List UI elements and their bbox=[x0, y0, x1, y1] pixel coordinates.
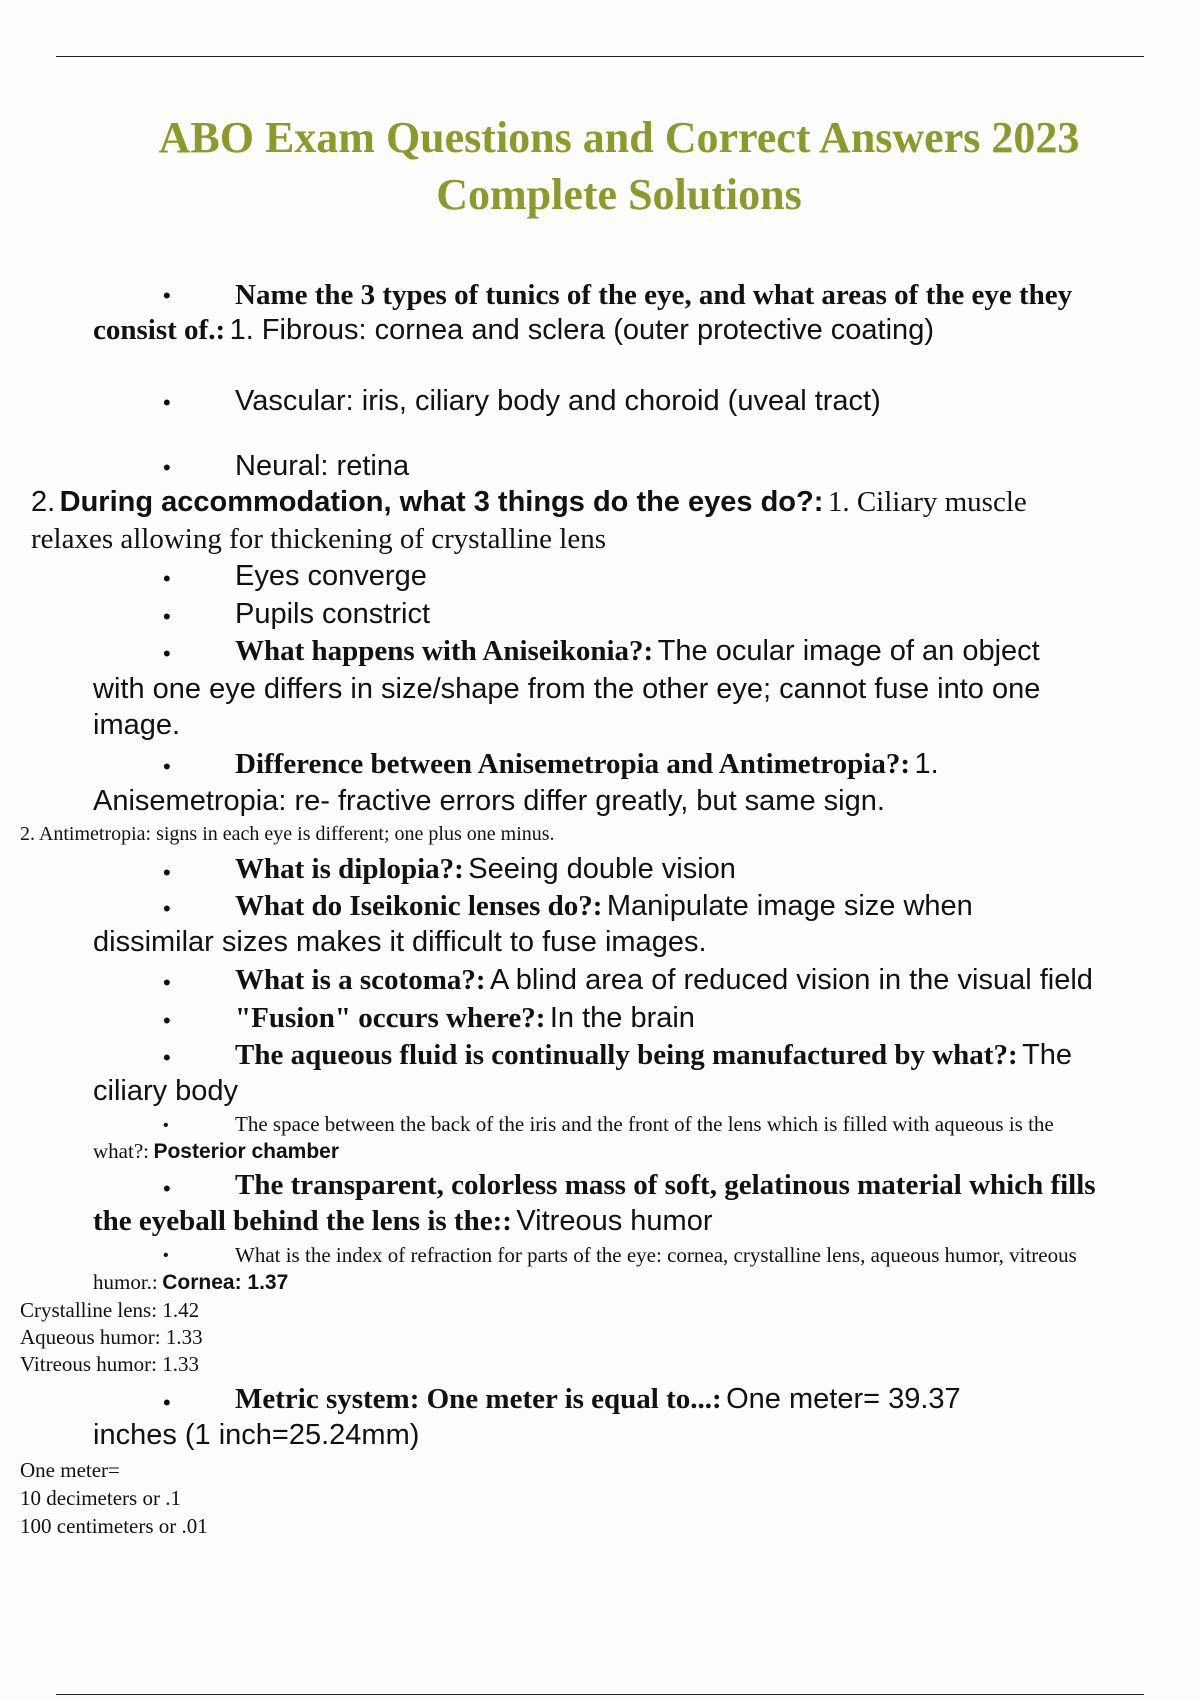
bullet-icon: • bbox=[163, 1008, 171, 1033]
q13-answer-line-5: 100 centimeters or .01 bbox=[20, 1514, 208, 1538]
bottom-rule bbox=[56, 1694, 1144, 1695]
q11-question-line-2: the eyeball behind the lens is the:: Vitreous humor bbox=[93, 1205, 713, 1237]
bullet-icon: • bbox=[163, 1117, 169, 1134]
q10-question-line-1: The space between the back of the iris and the front of the lens which is filled with aqueous is the bbox=[235, 1112, 1054, 1136]
q10-question-line-2: what?: Posterior chamber bbox=[93, 1139, 340, 1163]
q3-answer-line-2: with one eye differs in size/shape from the other eye; cannot fuse into one bbox=[93, 673, 1041, 705]
title-line-2: Complete Solutions bbox=[436, 170, 802, 219]
q12-answer-4: Vitreous humor: 1.33 bbox=[20, 1352, 199, 1376]
q1-answer-2: Vascular: iris, ciliary body and choroid (uveal tract) bbox=[235, 385, 881, 417]
q6-question-line: What do Iseikonic lenses do?: Manipulate image size when bbox=[235, 890, 973, 922]
q5-line: What is diplopia?: Seeing double vision bbox=[235, 853, 736, 885]
bullet-icon: • bbox=[163, 1176, 171, 1201]
q9-answer-line-2: ciliary body bbox=[93, 1075, 239, 1107]
q4-answer-line-2: Anisemetropia: re- fractive errors differ greatly, but same sign. bbox=[93, 785, 885, 817]
q3-question-line: What happens with Aniseikonia?: The ocular image of an object bbox=[235, 635, 1040, 667]
top-rule bbox=[56, 56, 1144, 57]
bullet-icon: • bbox=[163, 970, 171, 995]
bullet-icon: • bbox=[163, 1045, 171, 1070]
q4-answer-line-3: 2. Antimetropia: signs in each eye is different; one plus one minus. bbox=[20, 823, 555, 845]
q2-answer-3: Pupils constrict bbox=[235, 598, 431, 630]
q3-answer-line-3: image. bbox=[93, 709, 181, 741]
q12-question-line-1: What is the index of refraction for parts of the eye: cornea, crystalline lens, aqueous humor, vitreous bbox=[235, 1243, 1077, 1267]
bullet-icon: • bbox=[163, 455, 171, 480]
bullet-icon: • bbox=[163, 860, 171, 885]
q12-answer-3: Aqueous humor: 1.33 bbox=[20, 1325, 203, 1349]
bullet-icon: • bbox=[163, 1247, 169, 1264]
q2-question-line: 2. During accommodation, what 3 things do the eyes do?: 1. Ciliary muscle bbox=[31, 486, 1027, 518]
bullet-icon: • bbox=[163, 604, 171, 629]
q13-answer-line-3: One meter= bbox=[20, 1458, 120, 1482]
q12-question-line-2: humor.: Cornea: 1.37 bbox=[93, 1270, 289, 1294]
q4-question-line: Difference between Anisemetropia and Antimetropia?: 1. bbox=[235, 748, 939, 780]
q13-answer-line-4: 10 decimeters or .1 bbox=[20, 1486, 181, 1510]
q13-answer-line-2: inches (1 inch=25.24mm) bbox=[93, 1419, 420, 1451]
bullet-icon: • bbox=[163, 283, 171, 308]
q9-question-line: The aqueous fluid is continually being manufactured by what?: The bbox=[235, 1039, 1073, 1071]
q7-line: What is a scotoma?: A blind area of reduced vision in the visual field bbox=[235, 964, 1093, 996]
q6-answer-line-2: dissimilar sizes makes it difficult to fuse images. bbox=[93, 926, 707, 958]
bullet-icon: • bbox=[163, 1390, 171, 1415]
q1-question-line-1: Name the 3 types of tunics of the eye, and what areas of the eye they bbox=[235, 279, 1073, 311]
q8-line: "Fusion" occurs where?: In the brain bbox=[235, 1002, 695, 1034]
document-title bbox=[0, 109, 1200, 223]
title-line-1: ABO Exam Questions and Correct Answers 2023 bbox=[158, 113, 1080, 162]
bullet-icon: • bbox=[163, 896, 171, 921]
q12-answer-2: Crystalline lens: 1.42 bbox=[20, 1298, 200, 1322]
q13-question-line: Metric system: One meter is equal to...: One meter= 39.37 bbox=[235, 1383, 961, 1415]
q2-answer-2: Eyes converge bbox=[235, 560, 427, 592]
bullet-icon: • bbox=[163, 566, 171, 591]
q1-question-line-2: consist of.: 1. Fibrous: cornea and sclera (outer protective coating) bbox=[93, 314, 934, 346]
q2-answer-line-2: relaxes allowing for thickening of crystalline lens bbox=[31, 523, 606, 555]
q11-question-line-1: The transparent, colorless mass of soft, gelatinous material which fills bbox=[235, 1169, 1096, 1201]
bullet-icon: • bbox=[163, 390, 171, 415]
bullet-icon: • bbox=[163, 641, 171, 666]
bullet-icon: • bbox=[163, 754, 171, 779]
q1-answer-3: Neural: retina bbox=[235, 450, 410, 482]
